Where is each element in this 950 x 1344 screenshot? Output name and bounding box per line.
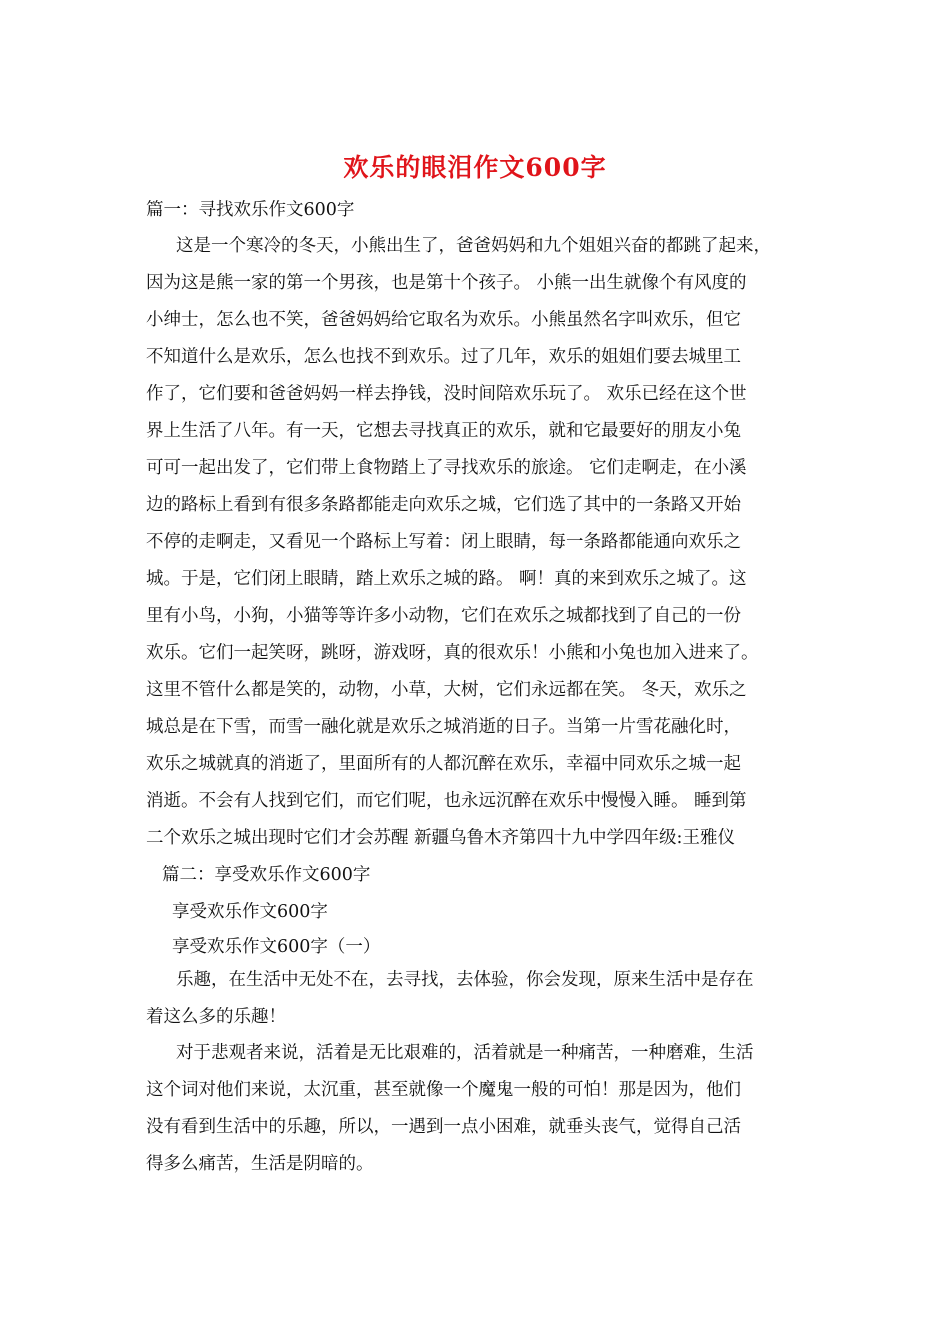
- paragraph-line: 乐趣，在生活中无处不在，去寻找，去体验，你会发现，原来生活中是存在: [176, 970, 754, 990]
- paragraph-line: 着这么多的乐趣！: [146, 1007, 286, 1027]
- paragraph-line: 欢乐之城就真的消逝了，里面所有的人都沉醉在欢乐，幸福中同欢乐之城一起: [146, 754, 741, 774]
- paragraph-line: 不停的走啊走，又看见一个路标上写着：闭上眼睛，每一条路都能通向欢乐之: [146, 532, 741, 552]
- paragraph-line: 这是一个寒冷的冬天，小熊出生了，爸爸妈妈和九个姐姐兴奋的都跳了起来，: [176, 236, 771, 256]
- paragraph-line: 边的路标上看到有很多条路都能走向欢乐之城，它们选了其中的一条路又开始: [146, 495, 741, 515]
- paragraph-line: 得多么痛苦，生活是阴暗的。: [146, 1154, 374, 1174]
- paragraph-line: 对于悲观者来说，活着是无比艰难的，活着就是一种痛苦，一种磨难，生活: [176, 1043, 754, 1063]
- paragraph-line: 作了，它们要和爸爸妈妈一样去挣钱，没时间陪欢乐玩了。 欢乐已经在这个世: [146, 384, 747, 404]
- paragraph-line: 消逝。不会有人找到它们，而它们呢，也永远沉醉在欢乐中慢慢入睡。 睡到第: [146, 791, 747, 811]
- paragraph-line: 因为这是熊一家的第一个男孩，也是第十个孩子。 小熊一出生就像个有风度的: [146, 273, 747, 293]
- paragraph-line: 这个词对他们来说，太沉重，甚至就像一个魔鬼一般的可怕！那是因为，他们: [146, 1080, 741, 1100]
- paragraph-line: 界上生活了八年。有一天，它想去寻找真正的欢乐，就和它最要好的朋友小兔: [146, 421, 741, 441]
- subheading: 享受欢乐作文600字（一）: [172, 937, 381, 957]
- paragraph-line: 城总是在下雪，而雪一融化就是欢乐之城消逝的日子。当第一片雪花融化时，: [146, 717, 741, 737]
- section-heading: 篇一：寻找欢乐作文600字: [146, 200, 355, 220]
- paragraph-line: 可可一起出发了，它们带上食物踏上了寻找欢乐的旅途。 它们走啊走，在小溪: [146, 458, 747, 478]
- subheading: 享受欢乐作文600字: [172, 902, 328, 922]
- paragraph-line: 里有小鸟，小狗，小猫等等许多小动物，它们在欢乐之城都找到了自己的一份: [146, 606, 741, 626]
- paragraph-line: 城。于是，它们闭上眼睛，踏上欢乐之城的路。 啊！真的来到欢乐之城了。这: [146, 569, 747, 589]
- paragraph-line: 小绅士，怎么也不笑，爸爸妈妈给它取名为欢乐。小熊虽然名字叫欢乐，但它: [146, 310, 741, 330]
- paragraph-line: 欢乐。它们一起笑呀，跳呀，游戏呀，真的很欢乐！小熊和小兔也加入进来了。: [146, 643, 759, 663]
- paragraph-line: 这里不管什么都是笑的，动物，小草，大树，它们永远都在笑。 冬天，欢乐之: [146, 680, 747, 700]
- paragraph-line: 二个欢乐之城出现时它们才会苏醒 新疆乌鲁木齐第四十九中学四年级:王雅仪: [146, 828, 735, 848]
- section-heading: 篇二：享受欢乐作文600字: [162, 865, 371, 885]
- paragraph-line: 不知道什么是欢乐，怎么也找不到欢乐。过了几年，欢乐的姐姐们要去城里工: [146, 347, 741, 367]
- document-title: 欢乐的眼泪作文600字: [343, 153, 607, 182]
- paragraph-line: 没有看到生活中的乐趣，所以，一遇到一点小困难，就垂头丧气，觉得自己活: [146, 1117, 741, 1137]
